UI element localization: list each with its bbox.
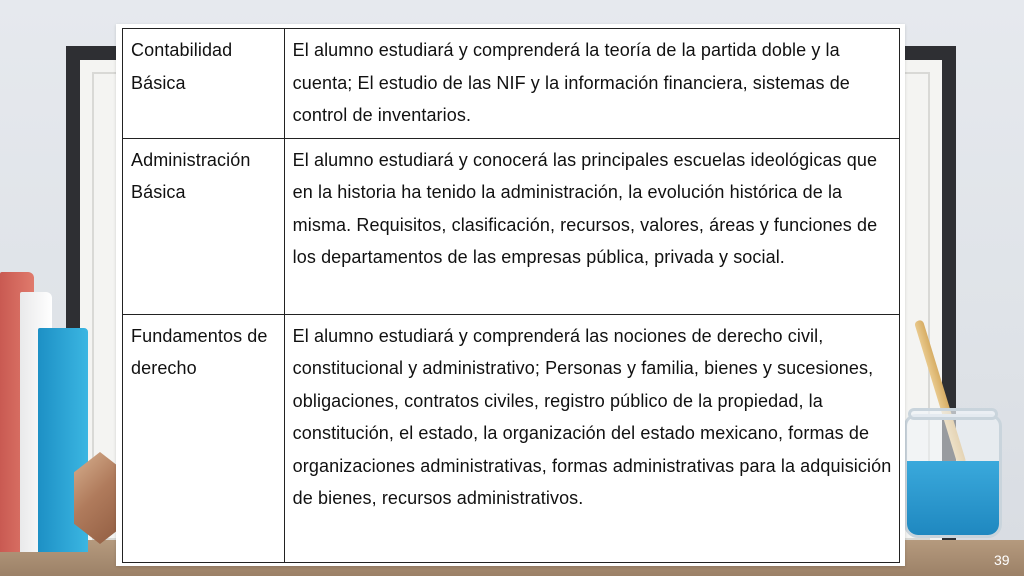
page-number: 39 [994,552,1010,568]
paint-water-decoration [907,461,999,535]
description-cell: El alumno estudiará y comprenderá las nociones de derecho civil, constitucional y administrativo; Personas y familia, bienes y sucesiones, obligaciones, contratos civiles, registro público de la propiedad, la constitución, el estado, la organización del estado mexicano, formas de organizaciones administrativas, formas administrativas para la adquisición de bienes, recursos administrativos. [284,314,899,562]
subject-cell: Fundamentos de derecho [123,314,285,562]
slide-panel [116,24,905,566]
paint-jar-rim-decoration [908,408,998,420]
table-row [123,314,900,562]
paint-jar-decoration [904,414,1002,538]
subject-cell: Administración Básica [123,138,285,314]
subjects-table [122,28,900,563]
description-cell: El alumno estudiará y conocerá las principales escuelas ideológicas que en la historia ha tenido la administración, la evolución histórica de la misma. Requisitos, clasificación, recursos, valores, áreas y funciones de los departamentos de las empresas pública, privada y social. [284,138,899,314]
table-row [123,29,900,139]
description-cell: El alumno estudiará y comprenderá la teoría de la partida doble y la cuenta; El estudio de las NIF y la información financiera, sistemas de control de inventarios. [284,29,899,139]
subject-cell: Contabilidad Básica [123,29,285,139]
table-row [123,138,900,314]
